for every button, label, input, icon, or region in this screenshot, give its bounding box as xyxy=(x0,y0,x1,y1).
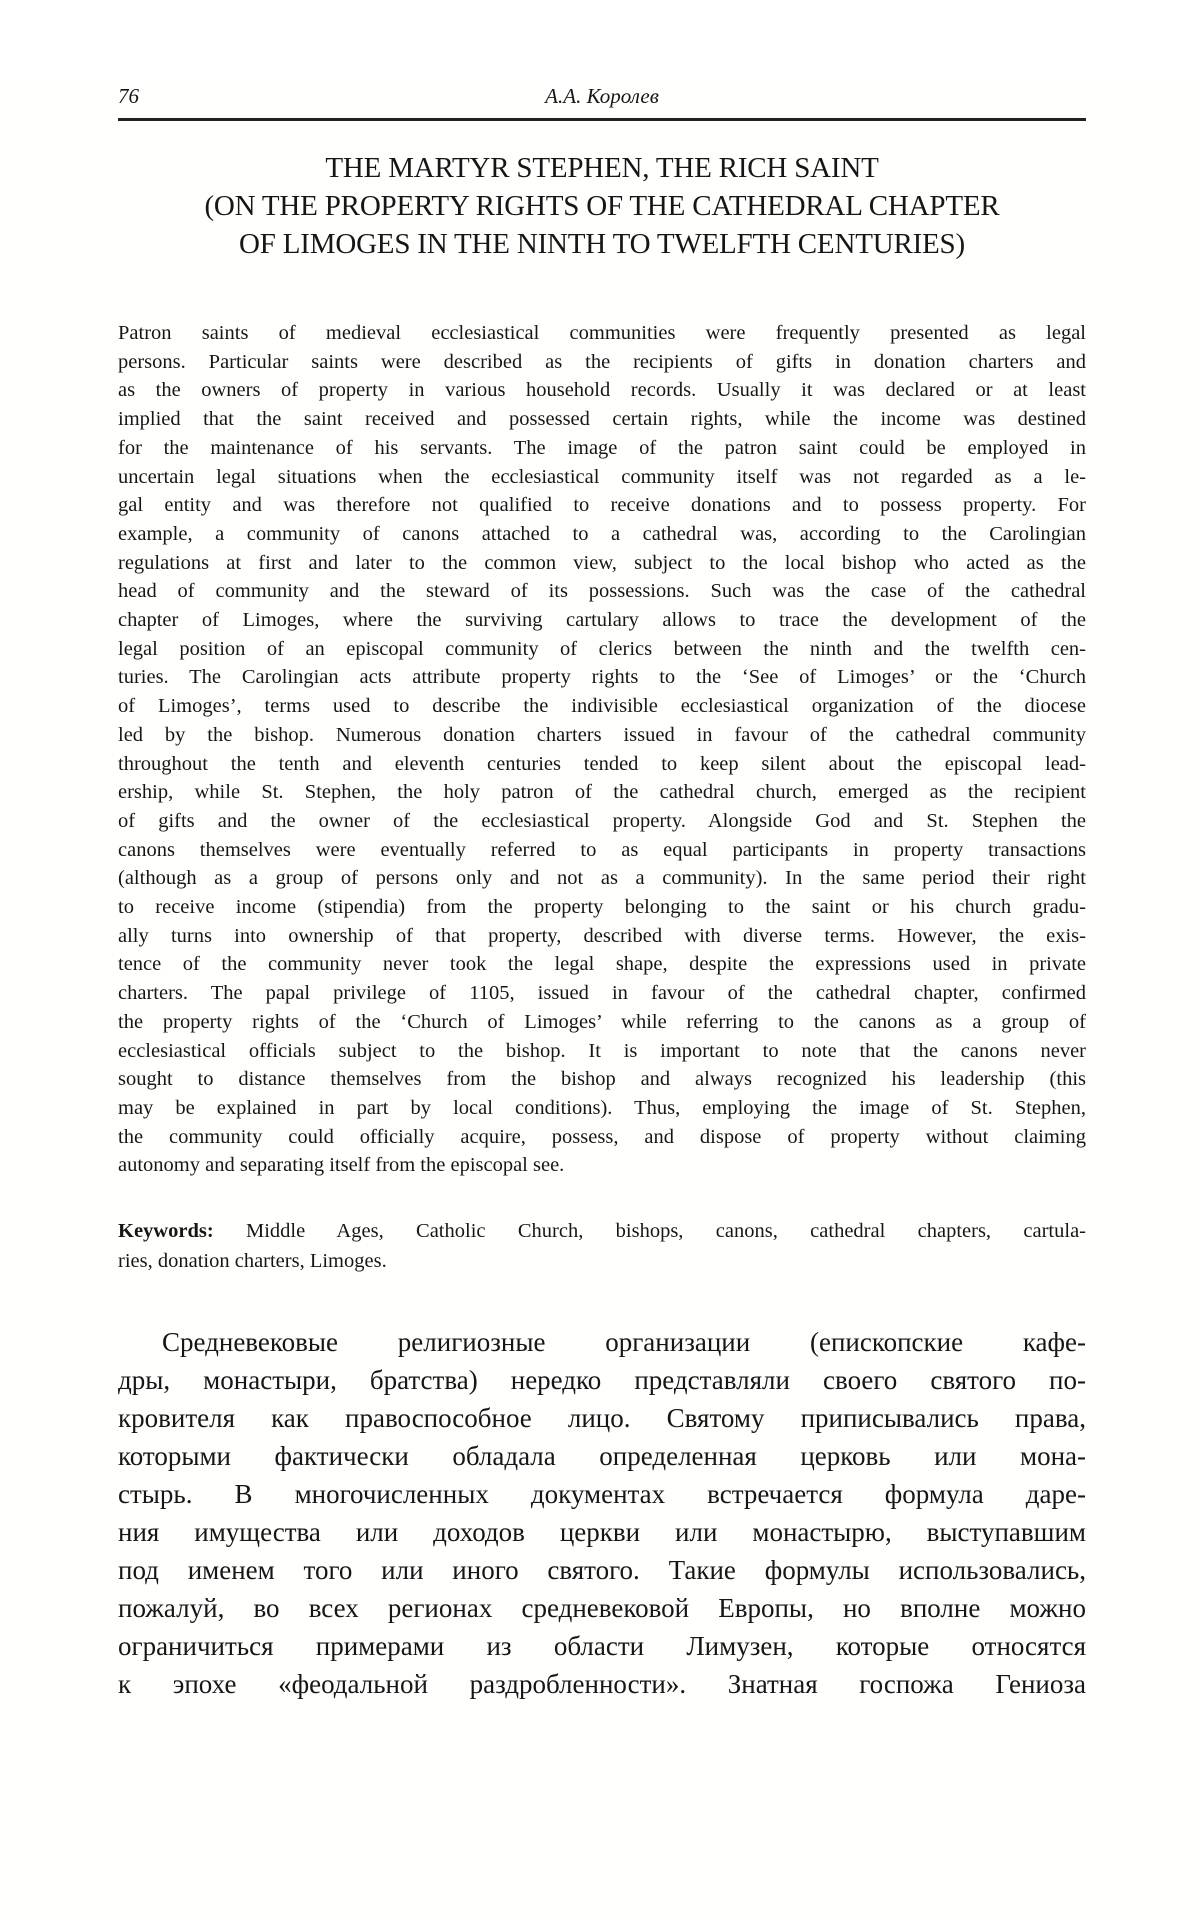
text-line: Средневековые религиозные организации (епископские кафе- xyxy=(162,1327,1086,1358)
text-line: ecclesiastical officials subject to the bishop. It is important to note that the canons never xyxy=(118,1039,1086,1062)
text-line: ния имущества или доходов церкви или монастырю, выступавшим xyxy=(118,1517,1086,1548)
text-line: к эпохе «феодальной раздробленности». Знатная госпожа Гениоза xyxy=(118,1669,1086,1700)
text-line: led by the bishop. Numerous donation charters issued in favour of the cathedral community xyxy=(118,723,1086,746)
text-line: example, a community of canons attached to a cathedral was, according to the Carolingian xyxy=(118,522,1086,545)
text-line: head of community and the steward of its possessions. Such was the case of the cathedral xyxy=(118,580,1086,603)
text-line: autonomy and separating itself from the episcopal see. xyxy=(118,1154,565,1177)
text-line: the community could officially acquire, possess, and dispose of property without claiming xyxy=(118,1125,1086,1148)
text-line: пожалуй, во всех регионах средневековой Европы, но вполне можно xyxy=(118,1593,1086,1624)
text-line: legal position of an episcopal community of clerics between the ninth and the twelfth cen- xyxy=(118,637,1086,660)
text-line: the property rights of the ‘Church of Limoges’ while referring to the canons as a group of xyxy=(118,1010,1086,1033)
text-line: throughout the tenth and eleventh centuries tended to keep silent about the episcopal lead- xyxy=(118,752,1086,775)
running-header xyxy=(118,84,1086,111)
keywords-block xyxy=(118,1217,1086,1276)
text-line: под именем того или иного святого. Такие формулы использовались, xyxy=(118,1555,1086,1586)
text-line: may be explained in part by local conditions). Thus, employing the image of St. Stephen, xyxy=(118,1096,1086,1119)
abstract-text xyxy=(118,319,1086,1180)
text-line: (although as a group of persons only and not as a community). In the same period their right xyxy=(118,867,1086,890)
text-line: turies. The Carolingian acts attribute property rights to the ‘See of Limoges’ or the ‘Church xyxy=(118,666,1086,689)
text-line: persons. Particular saints were described as the recipients of gifts in donation charters and xyxy=(118,350,1086,373)
text-line: gal entity and was therefore not qualified to receive donations and to possess property. For xyxy=(118,494,1086,517)
text-line: tence of the community never took the legal shape, despite the expressions used in private xyxy=(118,953,1086,976)
text-line: chapter of Limoges, where the surviving cartulary allows to trace the development of the xyxy=(118,609,1086,632)
text-line: Patron saints of medieval ecclesiastical communities were frequently presented as legal xyxy=(118,322,1086,344)
header-rule xyxy=(118,118,1086,121)
page-number: 76 xyxy=(118,84,139,108)
text-line: ограничиться примерами из области Лимузен, которые относятся xyxy=(118,1631,1086,1662)
text-line: кровителя как правоспособное лицо. Святому приписывались права, xyxy=(118,1403,1086,1434)
text-line: которыми фактически обладала определенная церковь или мона- xyxy=(118,1441,1086,1472)
keywords-label: Keywords: xyxy=(118,1220,214,1243)
text-line: implied that the saint received and possessed certain rights, while the income was destined xyxy=(118,408,1086,431)
keywords-list-part1: Middle Ages, Catholic Church, bishops, canons, cathedral chapters, cartula- xyxy=(213,1220,1086,1243)
keywords-line-1 xyxy=(118,1217,1086,1247)
text-line: for the maintenance of his servants. The image of the patron saint could be employed in xyxy=(118,436,1086,459)
text-line: ally turns into ownership of that property, described with diverse terms. However, the exis- xyxy=(118,924,1086,947)
text-line: of gifts and the owner of the ecclesiastical property. Alongside God and St. Stephen the xyxy=(118,809,1086,832)
text-line: стырь. В многочисленных документах встречается формула даре- xyxy=(118,1479,1086,1510)
text-line: THE MARTYR STEPHEN, THE RICH SAINT xyxy=(325,152,879,184)
text-line: sought to distance themselves from the bishop and always recognized his leadership (this xyxy=(118,1068,1086,1091)
article-title xyxy=(118,149,1086,263)
text-line: OF LIMOGES IN THE NINTH TO TWELFTH CENTURIES) xyxy=(239,228,965,260)
scanned-paper-page xyxy=(0,84,1200,1926)
russian-body-paragraph xyxy=(118,1323,1086,1703)
text-line: to receive income (stipendia) from the property belonging to the saint or his church gradu- xyxy=(118,896,1086,919)
text-line: regulations at first and later to the common view, subject to the local bishop who acted as the xyxy=(118,551,1086,574)
text-line: canons themselves were eventually referred to as equal participants in property transactions xyxy=(118,838,1086,861)
text-line: дры, монастыри, братства) нередко представляли своего святого по- xyxy=(118,1365,1086,1396)
text-line: (ON THE PROPERTY RIGHTS OF THE CATHEDRAL CHAPTER xyxy=(204,190,1000,222)
keywords-line-2: ries, donation charters, Limoges. xyxy=(118,1249,387,1272)
text-line: charters. The papal privilege of 1105, issued in favour of the cathedral chapter, confirmed xyxy=(118,982,1086,1005)
running-author: А.А. Королев xyxy=(545,84,659,108)
text-line: of Limoges’, terms used to describe the indivisible ecclesiastical organization of the diocese xyxy=(118,695,1086,718)
text-line: as the owners of property in various household records. Usually it was declared or at least xyxy=(118,379,1086,402)
text-line: uncertain legal situations when the ecclesiastical community itself was not regarded as a le- xyxy=(118,465,1086,488)
text-line: ership, while St. Stephen, the holy patron of the cathedral church, emerged as the recipient xyxy=(118,781,1086,804)
